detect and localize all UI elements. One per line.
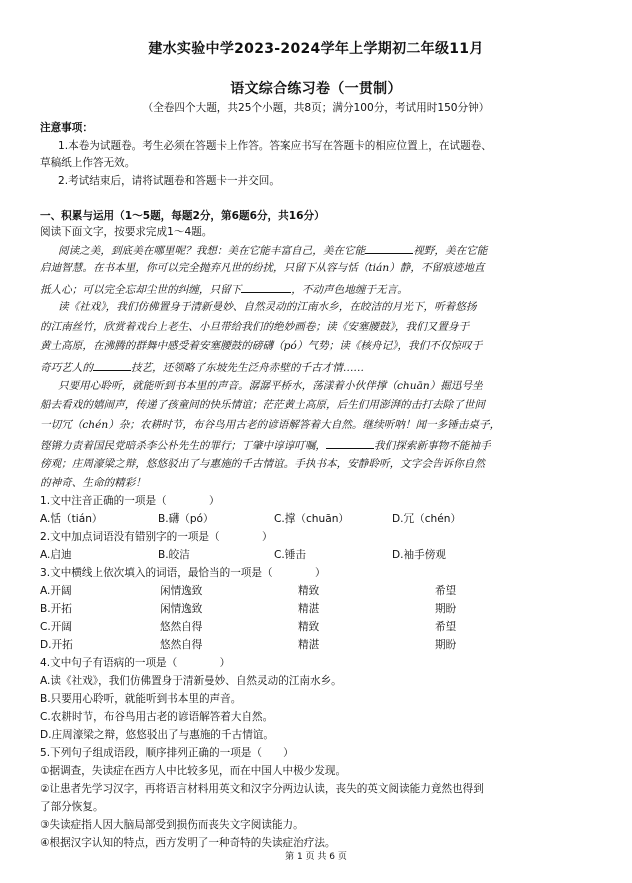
q5-sentence-4: ④根据汉字认知的特点，西方发明了一种奇特的失读症治疗法。 [40, 837, 336, 849]
q1-option-c: C.撑（chuān） [274, 513, 350, 525]
q5-sentence-1: ①据调查，失读症在西方人中比较多见，而在中国人中极少发现。 [40, 765, 347, 777]
q1-option-a: A.恬（tián） [40, 513, 103, 525]
notice-item1-line1: 1.本卷为试题卷。考生必须在答题卡上作答。答案应书写在答题卡的相应位置上，在试题卷、 [58, 140, 492, 152]
notice-item2: 2.考试结束后，请将试题卷和答题卡一并交回。 [58, 175, 280, 187]
q5-sentence-2-cont: 了部分恢复。 [40, 801, 104, 813]
question-1: 1.文中注音正确的一项是（ ） [40, 495, 220, 507]
q3-option-a-word3: 精致 [298, 585, 320, 597]
exam-meta: （全卷四个大题，共25个小题，共8页；满分100分，考试用时150分钟） [142, 102, 490, 114]
passage-line: 只要用心聆听，就能听到书本里的声音。潺潺平桥水，荡漾着小伙伴撑（chuān）掘迅号坐 [58, 380, 483, 392]
page-number: 第 1 页 共 6 页 [285, 852, 347, 862]
q5-sentence-3: ③失读症指人因大脑局部受到损伤而丧失文字阅读能力。 [40, 819, 304, 831]
question-4: 4.文中句子有语病的一项是（ ） [40, 657, 231, 669]
q3-option-d-word4: 期盼 [435, 639, 457, 651]
exam-title-line1: 建水实验中学2023-2024学年上学期初二年级11月 [148, 41, 484, 57]
passage-text: 视野，美在它能 [413, 245, 488, 257]
passage-line: 一切冗（chén）杂；农耕时节，布谷鸟用古老的谚语解答着大自然。继续听呐！闻一多锤击桌子， [40, 419, 501, 431]
passage-text: 我们探索新事物不能袖手 [374, 440, 491, 452]
q4-option-c: C.农耕时节，布谷鸟用古老的谚语解答着大自然。 [40, 711, 274, 723]
notice-item1-line2: 草稿纸上作答无效。 [40, 157, 136, 169]
q2-option-b: B.皎洁 [158, 549, 190, 561]
fill-blank-4 [326, 438, 374, 449]
q4-option-b: B.只要用心聆听，就能听到书本里的声音。 [40, 693, 242, 705]
q3-option-a-word2: 闲情逸致 [160, 585, 203, 597]
passage-line [40, 282, 408, 298]
fill-blank-3 [93, 360, 131, 371]
passage-text: 阅读之美，到底美在哪里呢？我想：美在它能丰富自己，美在它能 [58, 245, 366, 257]
notice-heading: 注意事项： [40, 122, 93, 134]
q2-option-c: C.锤击 [274, 549, 306, 561]
passage-line: 傍观；庄周濠梁之辩，悠悠驳出了与惠施的千古情谊。手执书本，安静聆听，文字会告诉你自然 [40, 458, 485, 470]
section1-heading: 一、积累与运用（1～5题，每题2分，第6题6分，共16分） [40, 210, 325, 222]
q2-option-d: D.袖手傍观 [392, 549, 446, 561]
q3-option-b-word4: 期盼 [435, 603, 457, 615]
exam-title-line2: 语文综合练习卷（一贯制） [230, 81, 402, 97]
passage-line [40, 438, 491, 454]
passage-line: 船去看戏的嬉闹声，传递了孩童间的快乐情谊；茫茫黄土高原，后生们用澎湃的击打去除了世间 [40, 399, 485, 411]
q3-option-d: D.开拓 [40, 639, 73, 651]
passage-line [58, 243, 487, 259]
q3-option-b-word3: 精湛 [298, 603, 320, 615]
q3-option-b-word2: 闲情逸致 [160, 603, 203, 615]
question-2: 2.文中加点词语没有错别字的一项是（ ） [40, 531, 273, 543]
passage-line: 读《社戏》，我们仿佛置身于清新曼妙、自然灵动的江南水乡，在皎洁的月光下，听着悠扬 [58, 301, 477, 313]
q2-option-a: A.启迪 [40, 549, 72, 561]
q3-option-d-word2: 悠然自得 [160, 639, 203, 651]
q1-option-b: B.礴（pó） [158, 513, 214, 525]
question-5: 5.下列句子组成语段，顺序排列正确的一项是（ ） [40, 747, 294, 759]
q1-option-d: D.冗（chén） [392, 513, 462, 525]
fill-blank-2 [241, 282, 291, 293]
q4-option-a: A.读《社戏》，我们仿佛置身于清新曼妙、自然灵动的江南水乡。 [40, 675, 342, 687]
q3-option-c-word3: 精致 [298, 621, 320, 633]
q3-option-a-word4: 希望 [435, 585, 457, 597]
passage-line [40, 360, 364, 376]
q3-option-a: A.开阔 [40, 585, 72, 597]
section1-intro: 阅读下面文字，按要求完成1～4题。 [40, 226, 213, 238]
q3-option-c: C.开阔 [40, 621, 72, 633]
passage-line: 黄土高原，在沸腾的群舞中感受着安塞腰鼓的磅礴（pó）气势；读《核舟记》，我们不仅惊叹于 [40, 340, 483, 352]
passage-text: 技艺，还领略了东坡先生泛舟赤壁的千古才情…… [130, 362, 365, 374]
passage-line: 的江南丝竹，欣赏着戏台上老生、小旦带给我们的绝妙画卷；读《安塞腰鼓》，我们又置身于 [40, 321, 470, 333]
q3-option-d-word3: 精湛 [298, 639, 320, 651]
q3-option-c-word2: 悠然自得 [160, 621, 203, 633]
q3-option-b: B.开拓 [40, 603, 72, 615]
passage-line: 的神奇、生命的精彩！ [40, 477, 146, 489]
q5-sentence-2: ②让患者先学习汉字，再将语言材料用英文和汉字分两边认读，丧失的英文阅读能力竟然也得到 [40, 783, 484, 795]
passage-text: 奇巧艺人的 [40, 362, 93, 374]
fill-blank-1 [365, 243, 413, 254]
q4-option-d: D.庄周濠梁之辩，悠悠驳出了与惠施的千古情谊。 [40, 729, 274, 741]
question-3: 3.文中横线上依次填入的词语，最恰当的一项是（ ） [40, 567, 326, 579]
passage-text: 抵人心；可以完全忘却尘世的纠缠，只留下 [40, 284, 242, 296]
passage-line: 启迪智慧。在书本里，你可以完全抛弃凡世的纷扰，只留下从容与恬（tián）静，不留痕迹地直 [40, 262, 485, 274]
passage-text: ，不动声色地缠于无言。 [291, 284, 408, 296]
q3-option-c-word4: 希望 [435, 621, 457, 633]
passage-text: 铿锵力责着国民党暗杀李公朴先生的罪行；丁肇中谆谆叮嘱， [40, 440, 327, 452]
